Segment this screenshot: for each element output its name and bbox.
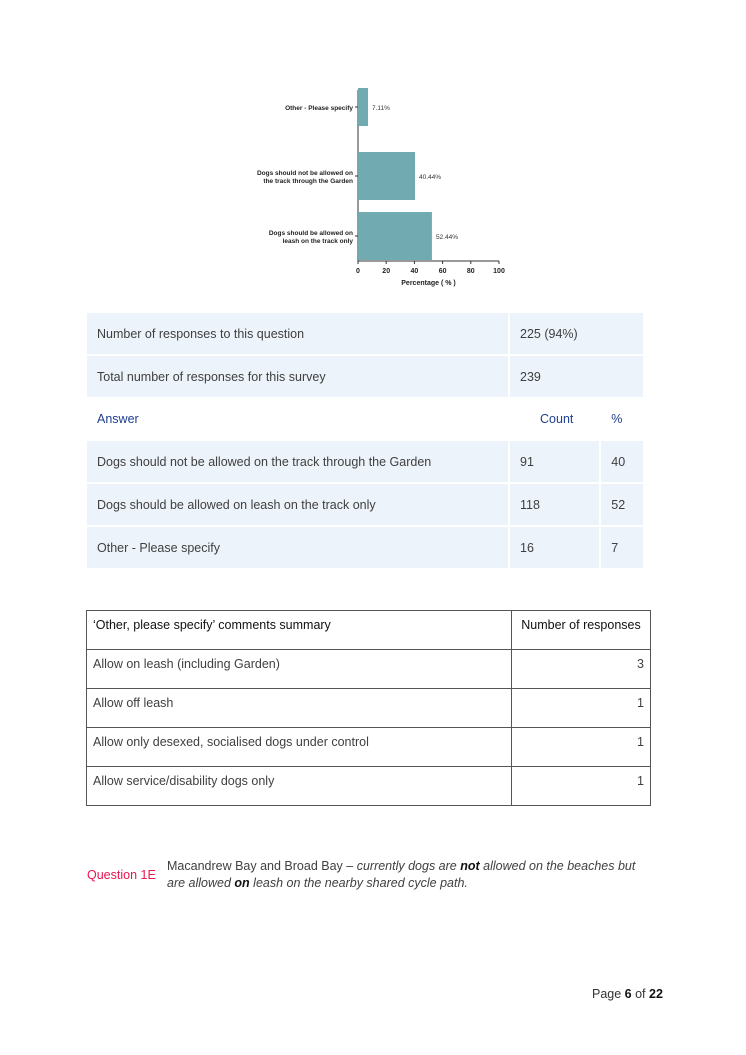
question-place: Macandrew Bay and Broad Bay – [167,859,357,873]
answer-label: Dogs should not be allowed on the track through the Garden [87,441,508,482]
question-desc-1: currently dogs are [356,859,461,873]
comment-label: Allow on leash (including Garden) [87,650,512,689]
stats-value: 239 [510,356,643,397]
comment-label: Allow only desexed, socialised dogs under control [87,728,512,767]
x-tick-label: 100 [493,268,505,275]
answer-pct: 7 [601,527,643,568]
x-tick-label: 40 [410,268,419,275]
bar-value-label: 7.11% [372,105,390,112]
comment-count: 1 [512,767,651,806]
answer-count: 16 [510,527,599,568]
count-header: Count [510,399,599,439]
bar-chart [230,80,530,295]
x-tick-label: 0 [356,268,360,275]
answer-row [87,441,643,482]
bar-chart-svg [230,80,530,295]
stats-row-total [87,356,643,397]
x-axis-label: Percentage ( % ) [401,280,456,287]
comments-summary-header: ‘Other, please specify’ comments summary [87,611,512,650]
x-tick-label: 80 [466,268,475,275]
response-stats-table [87,311,643,570]
comment-row [87,650,651,689]
stats-row-responses [87,313,643,354]
answer-pct: 52 [601,484,643,525]
total-pages: 22 [649,987,663,1001]
question-not: not [460,859,480,873]
comment-row [87,689,651,728]
answer-header: Answer [87,399,508,439]
bar [358,212,432,260]
answer-pct: 40 [601,441,643,482]
comment-row [87,767,651,806]
bar-value-label: 40.44% [419,174,442,181]
bar-value-label: 52.44% [435,234,458,241]
category-label: Other - Please specify [285,105,353,112]
answer-count: 118 [510,484,599,525]
answer-row [87,527,643,568]
answers-header-row [87,399,643,439]
number-of-responses-header: Number of responses [512,611,651,650]
comments-header-row [87,611,651,650]
comment-label: Allow off leash [87,689,512,728]
x-tick-label: 20 [382,268,391,275]
x-tick-label: 60 [438,268,447,275]
stats-label: Number of responses to this question [87,313,508,354]
comments-summary-table [86,610,651,806]
category-label: the track through the Garden [263,178,353,185]
question-desc-3: leash on the nearby shared cycle path. [249,876,468,890]
comment-label: Allow service/disability dogs only [87,767,512,806]
question-on: on [234,876,250,890]
answer-label: Dogs should be allowed on leash on the track only [87,484,508,525]
pct-header: % [601,399,643,439]
category-label: leash on the track only [282,238,353,245]
comment-count: 3 [512,650,651,689]
stats-label: Total number of responses for this survey [87,356,508,397]
stats-value: 225 (94%) [510,313,643,354]
answer-label: Other - Please specify [87,527,508,568]
comment-count: 1 [512,728,651,767]
category-label: Dogs should not be allowed on [256,170,353,177]
bar [358,88,368,126]
answer-row [87,484,643,525]
current-page: 6 [624,987,632,1001]
bar [358,152,415,200]
comment-row [87,728,651,767]
category-label: Dogs should be allowed on [268,230,353,237]
page-number: Page 6 of 22 [592,987,663,1001]
comment-count: 1 [512,689,651,728]
question-text [167,858,647,892]
question-label: Question 1E [87,868,156,882]
answer-count: 91 [510,441,599,482]
question-desc-2: allowed on the beaches but are allowed [167,859,636,890]
